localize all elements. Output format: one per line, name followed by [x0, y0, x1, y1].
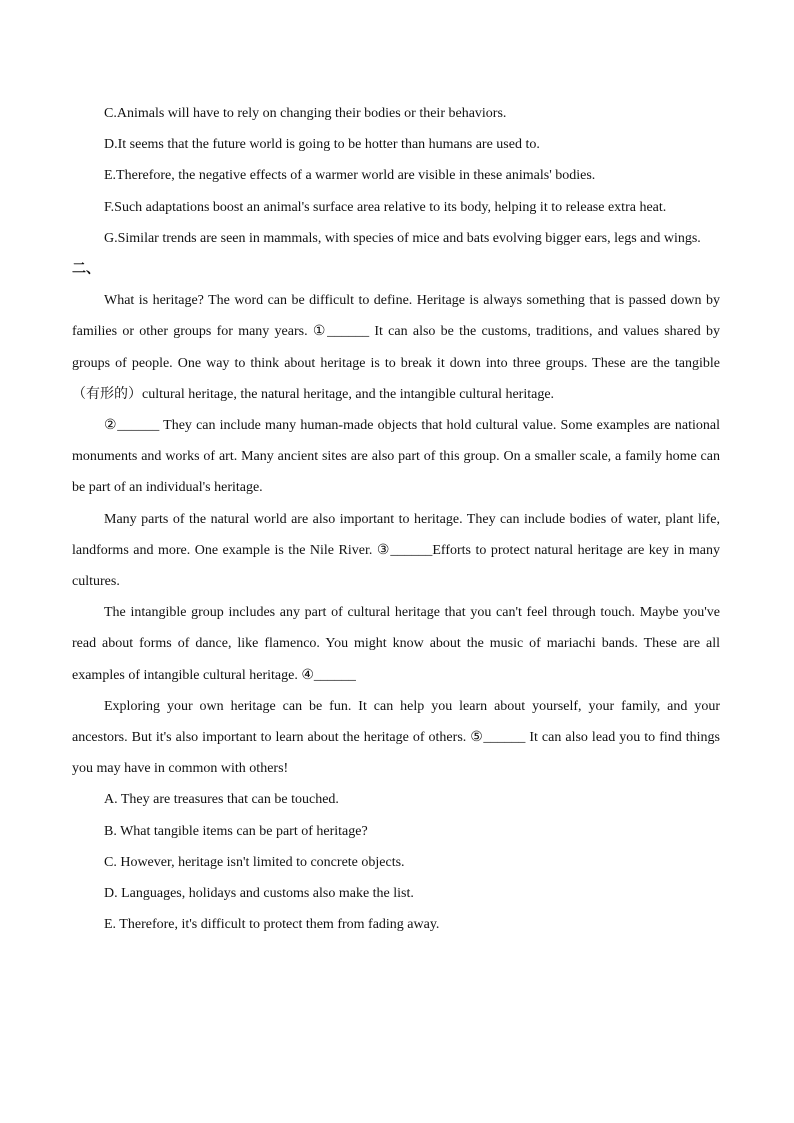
answer-option-a: A. They are treasures that can be touched. [104, 792, 339, 808]
passage-paragraph: Many parts of the natural world are also important to heritage. They can include bodies of water, plant life, landforms and more. One example is the Nile River. ③______Efforts to protect natural heritage are key in many cultures. [72, 511, 720, 590]
option-f: F.Such adaptations boost an animal's surface area relative to its body, helping it to release extra heat. [104, 199, 667, 215]
answer-option-d: D. Languages, holidays and customs also make the list. [104, 886, 414, 902]
answer-option-b: B. What tangible items can be part of heritage? [104, 823, 368, 839]
option-d: D.It seems that the future world is going to be hotter than humans are used to. [104, 137, 540, 153]
passage-paragraph: The intangible group includes any part of cultural heritage that you can't feel through touch. Maybe you've read about forms of dance, like flamenco. You might know about the music of mariachi bands. These are all examples of intangible cultural heritage. ④______ [72, 605, 720, 683]
passage-paragraph: ②______ They can include many human-made objects that hold cultural value. Some examples are national monuments and works of art. Many ancient sites are also part of this group. On a smaller scale, a family home can be part of an individual's heritage. [72, 418, 720, 496]
passage-paragraph: Exploring your own heritage can be fun. It can help you learn about yourself, your family, and your ancestors. But it's also important to learn about the heritage of others. ⑤______ It can also lead you to find things you may have in common with others! [72, 698, 720, 777]
document-page [72, 98, 720, 940]
option-c: C.Animals will have to rely on changing their bodies or their behaviors. [104, 106, 507, 121]
option-e: E.Therefore, the negative effects of a warmer world are visible in these animals' bodies. [104, 168, 596, 184]
passage-paragraph: What is heritage? The word can be difficult to define. Heritage is always something that is passed down by families or other groups for many years. ①______ It can also be the customs, traditions, and values shared by groups of people. One way to think about heritage is to break it down into three groups. These are the tangible （有形的）cultural heritage, the natural heritage, and the intangible cultural heritage. [72, 293, 720, 402]
answer-option-e: E. Therefore, it's difficult to protect them from fading away. [104, 917, 440, 933]
option-g: G.Similar trends are seen in mammals, with species of mice and bats evolving bigger ears, legs and wings. [104, 230, 701, 246]
answer-option-c: C. However, heritage isn't limited to concrete objects. [104, 854, 405, 870]
section-heading: 二、 [72, 261, 100, 278]
